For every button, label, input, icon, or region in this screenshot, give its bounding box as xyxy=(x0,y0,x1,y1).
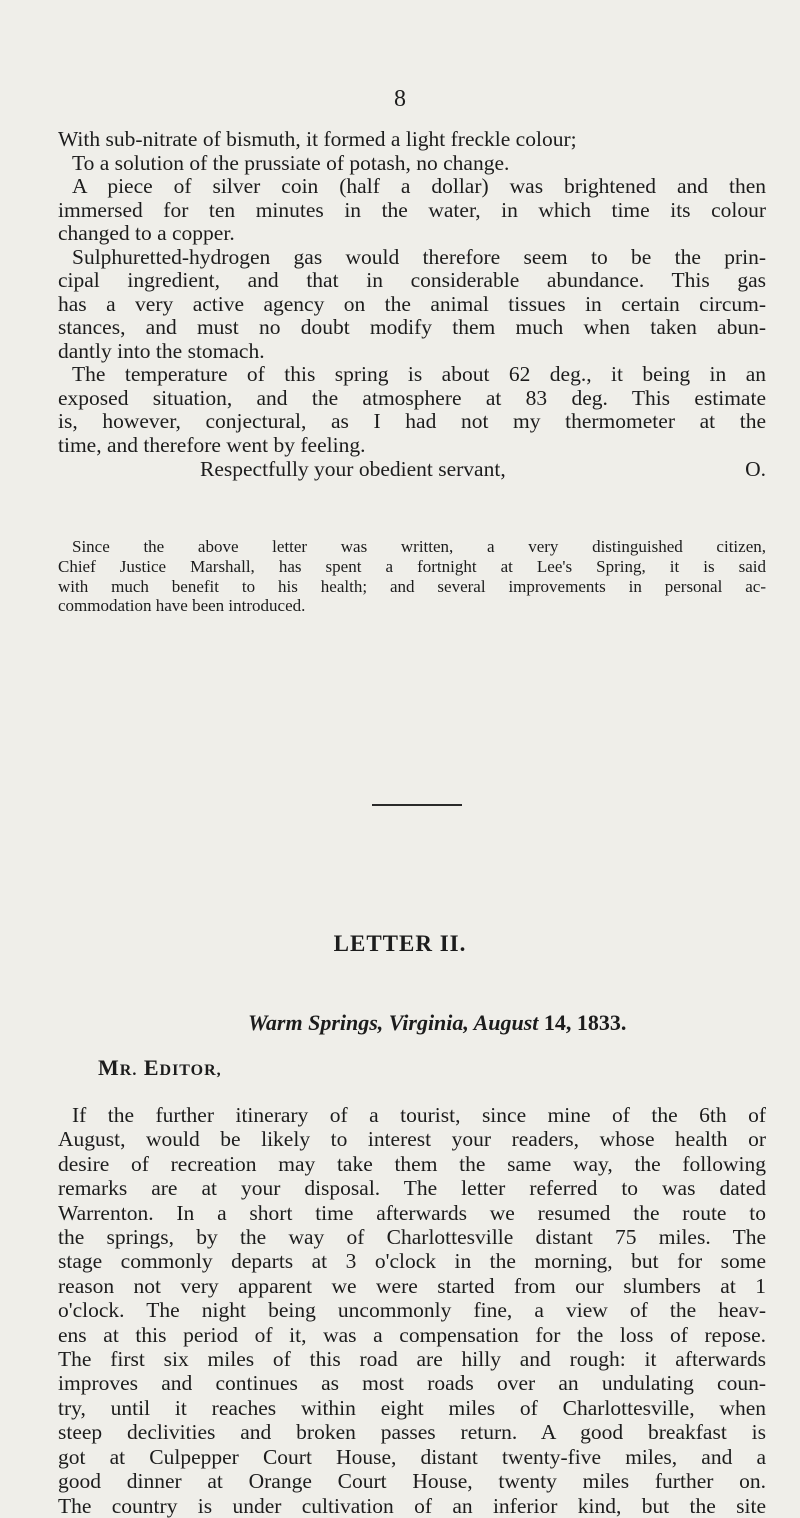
text-line: steep declivities and broken passes return. A good breakfast is xyxy=(58,1420,766,1445)
text-line: With sub-nitrate of bismuth, it formed a light freckle colour; xyxy=(58,128,577,151)
text-line: exposed situation, and the atmosphere at 83 deg. This estimate xyxy=(58,386,766,410)
text-line: stage commonly departs at 3 o'clock in the morning, but for some xyxy=(58,1249,766,1274)
text-line: desire of recreation may take them the same way, the following xyxy=(58,1151,766,1176)
closing xyxy=(58,457,766,481)
text-line: time, and therefore went by feeling. xyxy=(58,433,366,457)
editor-note xyxy=(58,537,766,616)
text-line: has a very active agency on the animal tissues in certain circum- xyxy=(58,292,766,316)
note-line: Chief Justice Marshall, has spent a fortnight at Lee's Spring, it is said xyxy=(58,556,766,576)
note-line: with much benefit to his health; and several improvements in personal ac- xyxy=(58,576,766,596)
text-line: changed to a copper. xyxy=(58,222,235,245)
signature: O. xyxy=(745,457,766,481)
letter-ii-body xyxy=(58,1103,766,1518)
text-line: August, would be likely to interest your readers, whose health or xyxy=(58,1127,766,1152)
text-line: ens at this period of it, was a compensation for the loss of repose. xyxy=(58,1322,766,1347)
letter-heading: LETTER II. xyxy=(333,931,467,956)
salutation-initial: M xyxy=(98,1055,120,1080)
salutation-part: R. xyxy=(119,1062,138,1079)
closing-text: Respectfully your obedient servant, xyxy=(200,457,506,481)
text-line: A piece of silver coin (half a dollar) was brightened and then xyxy=(72,175,766,198)
letter-i-ending xyxy=(58,128,766,481)
text-line: immersed for ten minutes in the water, in which time its colour xyxy=(58,198,766,222)
text-line: improves and continues as most roads over an undulating coun- xyxy=(58,1371,766,1396)
text-line: remarks are at your disposal. The letter referred to was dated xyxy=(58,1176,766,1201)
salutation xyxy=(98,1055,222,1081)
dateline-date: 14, 1833. xyxy=(543,1010,627,1035)
note-line: commodation have been introduced. xyxy=(58,596,306,616)
text-line: reason not very apparent we were started from our slumbers at 1 xyxy=(58,1273,766,1298)
text-line: got at Culpepper Court House, distant twenty-five miles, and a xyxy=(58,1444,766,1469)
dateline xyxy=(248,1010,626,1036)
text-line: is, however, conjectural, as I had not my thermometer at the xyxy=(58,410,766,433)
text-line: Sulphuretted-hydrogen gas would therefore seem to be the prin- xyxy=(72,245,766,269)
text-line: cipal ingredient, and that in considerable abundance. This gas xyxy=(58,269,766,292)
text-line: stances, and must no doubt modify them much when taken abun- xyxy=(58,316,766,339)
note-line: Since the above letter was written, a very distinguished citizen, xyxy=(72,537,766,556)
text-line: To a solution of the prussiate of potash, no change. xyxy=(72,151,510,175)
text-line: Warrenton. In a short time afterwards we resumed the route to xyxy=(58,1200,766,1225)
text-line: The first six miles of this road are hilly and rough: it afterwards xyxy=(58,1347,766,1372)
text-line: try, until it reaches within eight miles of Charlottesville, when xyxy=(58,1395,766,1420)
text-line: o'clock. The night being uncommonly fine, a view of the heav- xyxy=(58,1298,766,1323)
text-line: the springs, by the way of Charlottesville distant 75 miles. The xyxy=(58,1225,766,1250)
text-line: If the further itinerary of a tourist, since mine of the 6th of xyxy=(72,1103,766,1127)
text-line: The temperature of this spring is about 62 deg., it being in an xyxy=(72,363,766,386)
dateline-place: Warm Springs, Virginia, August xyxy=(248,1010,539,1035)
salutation-part: DITOR, xyxy=(159,1062,222,1079)
page-number: 8 xyxy=(394,86,406,112)
salutation-initial: E xyxy=(143,1055,160,1080)
text-line: The country is under cultivation of an inferior kind, but the site xyxy=(58,1493,766,1518)
text-line: good dinner at Orange Court House, twenty miles further on. xyxy=(58,1469,766,1494)
section-divider xyxy=(372,804,462,806)
text-line: dantly into the stomach. xyxy=(58,339,265,363)
